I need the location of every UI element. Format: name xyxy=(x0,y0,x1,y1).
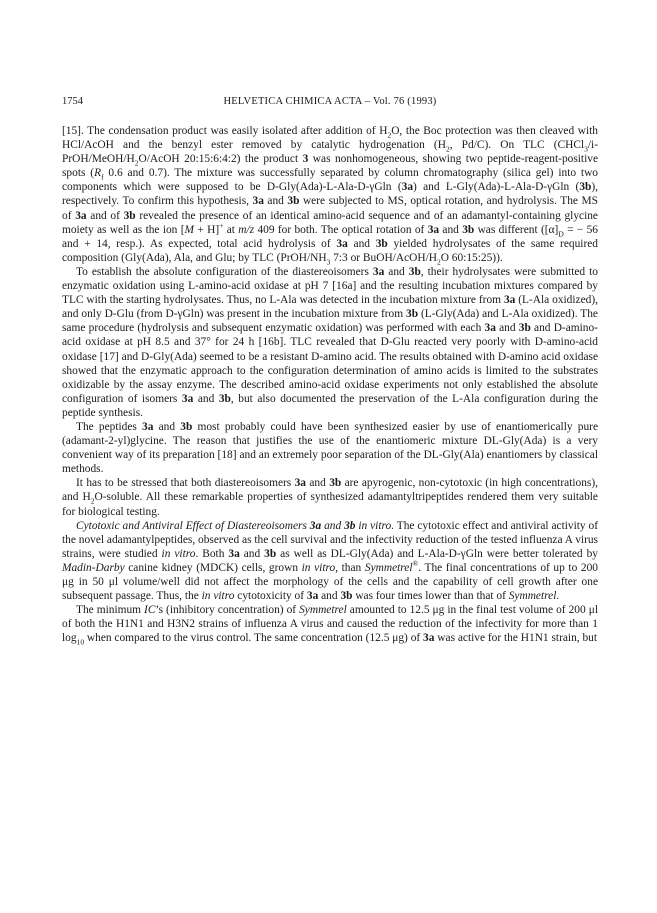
subscript: 2 xyxy=(134,158,139,168)
page-number: 1754 xyxy=(62,96,83,107)
text-run: amounted to 12.5 μg in the final test volume of 200 μl of both the H1N1 and H3N2 strains of influenza A virus and caused the reduction of the infectivity for more than 1 log xyxy=(62,604,598,645)
text-run: The peptides xyxy=(76,420,143,433)
text-run: and xyxy=(347,237,376,250)
text-run: and xyxy=(439,223,463,236)
text-run: O 60:15:25)). xyxy=(440,251,503,264)
text-run: [15]. The condensation product was easily isolated after addition of H xyxy=(62,125,388,137)
text-run: 409 for both. The optical rotation of xyxy=(254,223,428,236)
text-run: . The final concentrations of up to 200 μg in 50 μl volume/well did not affect the morphology of the cells and the capability of cell growth after one subsequent passage. Thus, the xyxy=(62,561,598,603)
text-run: canine kidney (MDCK) cells, grown xyxy=(124,561,302,574)
compound-label: 3a xyxy=(252,195,264,208)
text-run: and xyxy=(384,265,409,278)
compound-label: 3a xyxy=(306,590,319,603)
page-header xyxy=(62,96,598,110)
text-run: was nonhomogeneous, showing two peptide-reagent-positive spots ( xyxy=(62,153,599,180)
compound-label: 3b xyxy=(408,265,421,278)
text-run: , Pd/C). On TLC (CHCl xyxy=(449,139,585,152)
compound-label: 3a xyxy=(336,237,348,250)
italic-text: Symmetrel xyxy=(508,590,557,603)
text-run: . xyxy=(556,590,560,603)
compound-label: 3a xyxy=(427,223,440,236)
text-run: as well as DL-Gly(Ada) and L-Ala-D-γGln were better tolerated by xyxy=(276,547,598,560)
text-run: and xyxy=(239,547,265,560)
italic-text: in vitro xyxy=(301,561,336,574)
compound-label: 3b xyxy=(344,519,356,532)
subscript: 2 xyxy=(387,130,392,140)
italic-text: Symmetrel xyxy=(299,604,347,617)
subscript: 3 xyxy=(326,257,331,267)
text-run: revealed the presence of an identical amino-acid sequence and of an adamantyl-containing glycine moiety as well as the ion [ xyxy=(62,209,598,236)
paragraph xyxy=(62,265,598,420)
text-run: 7:3 or BuOH/AcOH/H xyxy=(330,251,437,264)
text-run: ) and L-Gly(Ada)-L-Ala-D-γGln ( xyxy=(413,181,580,194)
compound-label: 3a xyxy=(484,322,496,335)
compound-label: 3b xyxy=(340,590,353,603)
text-run: and of xyxy=(86,209,124,222)
italic-text: M xyxy=(184,223,195,236)
text-run: , but also documented the preservation of the L-Ala configuration during the peptide synthesis. xyxy=(62,392,598,419)
text-run: The minimum xyxy=(76,604,145,617)
compound-label: 3a xyxy=(181,392,194,405)
text-run: at xyxy=(223,223,239,236)
italic-text: in vitro xyxy=(201,590,235,603)
text-run: and xyxy=(306,477,330,490)
text-run: It has to be stressed that both diastereoisomers xyxy=(76,477,295,490)
text-run: was different ([α] xyxy=(474,223,559,236)
text-run: yielded hydrolysates of the same required composition (Gly(Ada), Ala, and Glu; by TLC (PrOH/NH xyxy=(62,237,598,264)
subscript: 2 xyxy=(436,257,441,267)
italic-text: in vitro. xyxy=(355,519,395,532)
text-run: O, the Boc protection was then cleaved with HCl/AcOH and the benzyl ester removed by catalytic hydrogenation (H xyxy=(62,125,598,152)
compound-label: 3b xyxy=(264,547,277,560)
subscript: 10 xyxy=(76,637,85,647)
text-run: most probably could have been synthesized easier by use of enantiomerically pure (adamant-2-yl)glycine. The reason that justifies the use of the enantiomeric mixture DL-Gly(Ada) is a very convenient way of its preparation [18] and an extremely poor separation of the DL-Gly(Ala) enantiomers by classical methods. xyxy=(62,420,598,476)
article-body xyxy=(62,124,598,645)
text-run: was four times lower than that of xyxy=(352,590,509,603)
text-run: was active for the H1N1 strain, but xyxy=(434,632,598,645)
text-run: and xyxy=(193,392,219,405)
compound-label: 3b xyxy=(375,237,388,250)
compound-label: 3b xyxy=(579,181,592,194)
italic-text: Madin-Darby xyxy=(62,561,125,574)
text-run: To establish the absolute configuration of the diastereoisomers xyxy=(76,265,373,278)
text-run: when compared to the virus control. The same concentration (12.5 μg) of xyxy=(84,632,424,645)
text-run: ), respectively. To confirm this hypothesis, xyxy=(62,181,599,208)
italic-text: Cytotoxic and Antiviral Effect of Diastereoisomers xyxy=(76,519,310,532)
compound-label: 3a xyxy=(401,181,414,194)
text-run: = − 56 and + 14, resp.). As expected, total acid hydrolysis of xyxy=(62,223,598,250)
italic-text: IC xyxy=(144,604,156,617)
text-run: O-soluble. All these remarkable properties of synthesized adamantyltripeptides rendered them very suitable for biological testing. xyxy=(62,491,598,518)
compound-label: 3b xyxy=(518,322,531,335)
text-run: The cytotoxic effect and antiviral activity of the novel adamantylpeptides, observed as the cell survival and the infectivity reduction of the tested influenza A virus strains, were studied xyxy=(62,519,599,560)
text-run: (L-Ala oxidized), and only D-Glu (from D-γGln) was present in the incubation mixture from xyxy=(62,294,598,321)
text-run: . Both xyxy=(195,547,229,560)
compound-label: 3a xyxy=(75,209,87,222)
compound-label: 3a xyxy=(423,632,435,645)
text-run: and D-amino-acid oxidase at pH 8.5 and 37° for 24 h [16b]. TLC revealed that D-Glu reacted very poorly with D-amino-acid oxidase [17] and D-Gly(Ada) seemed to be a resistant D-amino acid. The results obtained with D-amino acid oxidase showed that the enzymatic approach to the configuration determination of amino acids is limited to the substrates oxidizable by the assay enzyme. The described amino-acid oxidase experiments not only established the absolute configuration of isomers xyxy=(62,322,598,405)
paragraph xyxy=(62,603,598,645)
text-run: /i-PrOH/MeOH/H xyxy=(62,139,598,166)
subscript: 2 xyxy=(445,144,450,154)
compound-label: 3b xyxy=(180,420,193,433)
running-title: HELVETICA CHIMICA ACTA – Vol. 76 (1993) xyxy=(223,96,437,107)
journal-page xyxy=(62,96,598,645)
compound-label: 3a xyxy=(142,420,154,433)
subscript: 3 xyxy=(584,144,588,154)
text-run: , their hydrolysates were submitted to enzymatic oxidation using L-amino-acid oxidase at pH 7 [16a] and the resulting incubation mixtures compared by TLC with the starting hydrolysates. Thus, no L-Ala was detected in the incubation mixture from xyxy=(62,265,598,307)
italic-text: Symmetrel xyxy=(364,561,413,574)
compound-label: 3b xyxy=(218,392,231,405)
paragraph xyxy=(62,476,598,518)
italic-text: R xyxy=(94,167,102,180)
paragraph xyxy=(62,519,598,604)
text-run: are apyrogenic, non-cytotoxic (in high concentrations), and H xyxy=(62,477,598,504)
text-run: ’s (inhibitory concentration) of xyxy=(155,604,300,617)
subscript: f xyxy=(101,172,104,182)
text-run: O/AcOH 20:15:6:4:2) the product xyxy=(138,153,303,166)
compound-label: 3b xyxy=(406,308,419,321)
text-run: 0.6 and 0.7). The mixture was successfully separated by column chromatography (silica gel) into two components which were supposed to be D-Gly(Ada)-L-Ala-D-γGln ( xyxy=(62,167,599,194)
compound-label: 3b xyxy=(329,477,342,490)
compound-label: 3 xyxy=(302,153,309,166)
paragraph xyxy=(62,124,598,265)
text-run: and xyxy=(263,195,288,208)
text-run: , than xyxy=(335,561,365,574)
compound-label: 3a xyxy=(228,547,240,560)
text-run: were subjected to MS, optical rotation, and hydrolysis. The MS of xyxy=(62,195,598,222)
italic-text: in vitro xyxy=(161,547,196,560)
paragraph xyxy=(62,420,598,476)
compound-label: 3a xyxy=(503,294,516,307)
text-run: and xyxy=(153,420,181,433)
text-run: (L-Gly(Ada) and L-Ala oxidized). The same procedure (hydrolysis and subsequent enzymatic oxidation) was performed with each xyxy=(62,308,598,335)
compound-label: 3a xyxy=(372,265,385,278)
italic-text: and xyxy=(321,519,345,532)
subscript: 2 xyxy=(90,496,95,506)
compound-label: 3a xyxy=(309,519,322,532)
compound-label: 3b xyxy=(123,209,136,222)
compound-label: 3a xyxy=(294,477,306,490)
compound-label: 3b xyxy=(287,195,300,208)
text-run: and xyxy=(318,590,341,603)
subscript: D xyxy=(558,228,564,238)
text-run: cytotoxicity of xyxy=(234,590,307,603)
text-run: + H] xyxy=(194,223,220,236)
superscript: ® xyxy=(412,559,419,569)
compound-label: 3b xyxy=(462,223,475,236)
italic-text: m/z xyxy=(238,223,255,236)
text-run: and xyxy=(495,322,519,335)
superscript: + xyxy=(219,220,224,230)
